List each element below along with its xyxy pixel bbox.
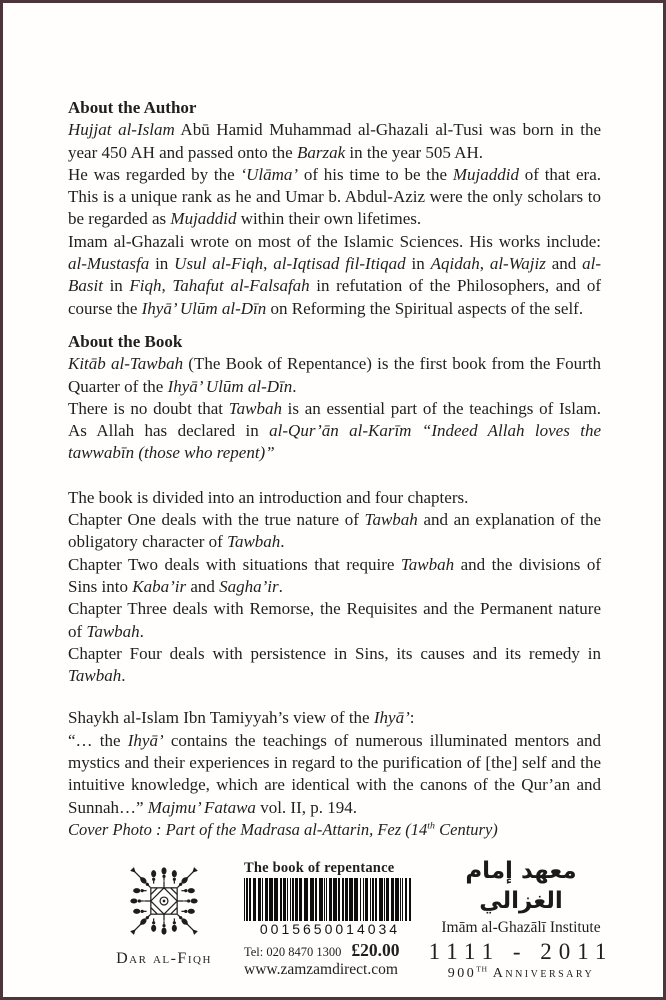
anniversary-line: [421, 966, 621, 982]
quote-body: “… the Ihyā’ contains the teachings of numerous illuminated mentors and mystics and their experiences in regard to the purification of [the] self and the intuitive knowledge, which are identical with the canons of the Qur’an and Sunnah…” Majmu’ Fatawa vol. II, p. 194.: [68, 730, 601, 817]
section-ibn-tamiyyah-quote: [68, 707, 601, 818]
publisher-name: Dar al-Fiqh: [116, 950, 212, 968]
about-book-paragraph-2: There is no doubt that Tawbah is an essential part of the teachings of Islam. As Allah has declared in al-Qur’ān al-Karīm “Indeed Allah loves the tawwabīn (those who repent)”: [68, 398, 601, 463]
chapter-three-summary: Chapter Three deals with Remorse, the Requisites and the Permanent nature of Tawbah.: [68, 599, 601, 641]
institute-years: 1111 - 2011: [428, 939, 614, 965]
dar-al-fiqh-logo-icon: [117, 854, 211, 948]
chapter-two-summary: Chapter Two deals with situations that require Tawbah and the divisions of Sins into Kaba’ir and Sagha’ir.: [68, 554, 601, 596]
section-about-book: [68, 331, 601, 465]
chapters-intro: The book is divided into an introduction and four chapters.: [68, 487, 469, 507]
anniversary-word: Anniversary: [492, 966, 595, 982]
publisher-block: [89, 854, 239, 968]
section-chapters: [68, 487, 601, 688]
about-author-heading: About the Author: [68, 98, 197, 117]
about-author-paragraph-2: He was regarded by the ‘Ulāma’ of his time to be the Mujaddid of that era. This is a unique rank as he and Umar b. Abdul-Aziz were the only scholars to be regarded as Mujaddid within their own lifetimes.: [68, 164, 601, 229]
cover-text-block: [3, 3, 663, 841]
barcode-icon: [244, 878, 416, 921]
quote-intro: Shaykh al-Islam Ibn Tamiyyah’s view of the Ihyā’:: [68, 708, 415, 728]
website-url: www.zamzamdirect.com: [244, 961, 398, 979]
telephone-number: Tel: 020 8470 1300: [244, 945, 342, 960]
anniversary-suffix: TH: [476, 964, 488, 974]
cover-footer: [3, 854, 663, 982]
barcode-digits: 0015650014034: [259, 921, 401, 938]
chapter-one-summary: Chapter One deals with the true nature of Tawbah and an explanation of the obligatory character of Tawbah.: [68, 510, 601, 552]
cover-photo-credit: Cover Photo : Part of the Madrasa al-Attarin, Fez (14th Century): [68, 819, 498, 839]
barcode-title: The book of repentance: [244, 860, 395, 877]
institute-block: [421, 854, 621, 982]
about-author-paragraph-3: Imam al-Ghazali wrote on most of the Islamic Sciences. His works include: al-Mustasfa in Usul al-Fiqh, al-Iqtisad fil-Itiqad in Aqidah, al-Wajiz and al-Basit in Fiqh, Tahafut al-Falsafah in refutation of the Philosophers, and of course the Ihyā’ Ulūm al-Dīn on Reforming the Spiritual aspects of the self.: [68, 231, 602, 318]
price-label-block: [244, 854, 416, 979]
tel-price-line: [244, 940, 416, 961]
about-book-paragraph-1: Kitāb al-Tawbah (The Book of Repentance) is the first book from the Fourth Quarter of the Ihyā’ Ulūm al-Dīn.: [68, 354, 602, 396]
anniversary-number: 900: [447, 966, 477, 982]
institute-name: Imām al-Ghazālī Institute: [441, 919, 601, 937]
chapter-four-summary: Chapter Four deals with persistence in Sins, its causes and its remedy in Tawbah.: [68, 643, 601, 686]
price: £20.00: [351, 940, 400, 961]
institute-arabic-calligraphy: معهد إمام الغزالي: [465, 858, 577, 915]
about-book-heading: About the Book: [68, 331, 183, 351]
about-author-paragraph-1: Hujjat al-Islam Abū Hamid Muhammad al-Ghazali al-Tusi was born in the year 450 AH and passed onto the Barzak in the year 505 AH.: [68, 120, 601, 162]
section-about-author: [68, 97, 601, 320]
